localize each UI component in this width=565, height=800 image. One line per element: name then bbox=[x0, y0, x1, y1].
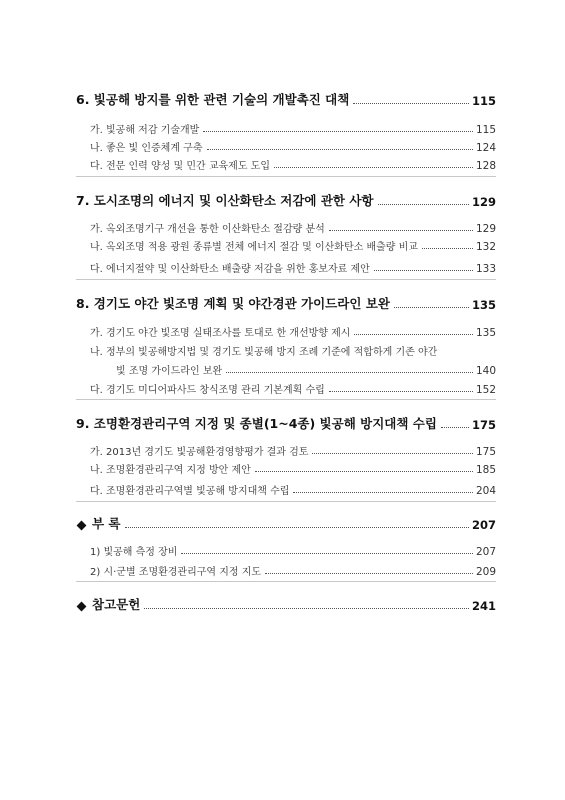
toc-section-heading bbox=[0, 193, 565, 209]
dot-leader bbox=[203, 131, 473, 132]
diamond-bullet-icon bbox=[77, 602, 87, 612]
toc-subsection-entry-label: 가. 옥외조명기구 개선을 통한 이산화탄소 절감량 분석 bbox=[90, 224, 325, 235]
toc-subsection-entry-label: 나. 좋은 빛 인증체계 구축 bbox=[90, 143, 203, 154]
toc-subsection-entry-page-number: 133 bbox=[475, 263, 496, 275]
toc-subsection-entry-label: 2) 시·군별 조명환경관리구역 지정 지도 bbox=[90, 567, 262, 578]
toc-subsection-entry bbox=[0, 138, 565, 154]
toc-subsection-entry bbox=[0, 156, 565, 172]
toc-subsection-entry-label: 가. 경기도 야간 빛조명 실태조사를 토대로 한 개선방향 제시 bbox=[90, 328, 351, 339]
toc-subsection-entry-label: 1) 빛공해 측정 장비 bbox=[90, 547, 178, 558]
toc-section-heading-page-number: 115 bbox=[471, 94, 496, 108]
toc-subsection-entry bbox=[0, 259, 565, 275]
toc-section-heading bbox=[0, 597, 565, 613]
toc-section-heading-label: 참고문헌 bbox=[92, 597, 141, 612]
toc-subsection-entry-page-number: 209 bbox=[475, 566, 496, 578]
toc-subsection-entry bbox=[0, 481, 565, 497]
toc-section-heading-page-number: 241 bbox=[471, 599, 496, 613]
toc-subsection-entry-continued-page-number: 140 bbox=[475, 365, 496, 377]
toc-section-heading bbox=[0, 416, 565, 432]
toc-subsection-entry bbox=[0, 442, 565, 458]
toc-subsection-entry-page-number: 124 bbox=[475, 142, 496, 154]
toc-section-heading-label: 7. 도시조명의 에너지 및 이산화탄소 저감에 관한 사항 bbox=[76, 193, 374, 208]
dot-leader bbox=[394, 307, 469, 308]
toc-subsection-entry-label: 가. 2013년 경기도 빛공해환경영향평가 결과 검토 bbox=[90, 447, 309, 458]
toc-subsection-entry-label: 가. 빛공해 저감 기술개발 bbox=[90, 125, 200, 136]
section-divider bbox=[76, 279, 496, 280]
toc-section-heading-page-number: 129 bbox=[471, 195, 496, 209]
dot-leader bbox=[265, 573, 473, 574]
toc-subsection-entry-page-number: 204 bbox=[475, 485, 496, 497]
dot-leader bbox=[329, 230, 473, 231]
dot-leader bbox=[255, 471, 473, 472]
toc-subsection-entry-label: 나. 정부의 빛공해방지법 및 경기도 빛공해 방지 조례 기준에 적합하게 기존 야간 bbox=[90, 347, 438, 358]
section-divider bbox=[76, 176, 496, 177]
dot-leader bbox=[441, 427, 469, 428]
toc-subsection-entry bbox=[0, 219, 565, 235]
dot-leader bbox=[378, 204, 469, 205]
dot-leader bbox=[274, 167, 473, 168]
toc-subsection-entry bbox=[0, 460, 565, 476]
toc-section-heading-label: 부 록 bbox=[92, 516, 121, 531]
toc-subsection-entry-label: 다. 조명환경관리구역별 빛공해 방지대책 수립 bbox=[90, 486, 290, 497]
toc-subsection-entry bbox=[0, 562, 565, 578]
dot-leader bbox=[293, 492, 473, 493]
dot-leader bbox=[353, 103, 469, 104]
toc-subsection-entry bbox=[0, 380, 565, 396]
toc-subsection-entry-page-number: 115 bbox=[475, 124, 496, 136]
toc-section-heading bbox=[0, 516, 565, 532]
toc-subsection-entry-continued bbox=[0, 361, 565, 377]
toc-subsection-entry-page-number: 135 bbox=[475, 327, 496, 339]
dot-leader bbox=[207, 149, 473, 150]
section-divider bbox=[76, 581, 496, 582]
dot-leader bbox=[422, 248, 473, 249]
toc-section-heading-label: 8. 경기도 야간 빛조명 계획 및 야간경관 가이드라인 보완 bbox=[76, 296, 390, 311]
dot-leader bbox=[354, 334, 473, 335]
toc-subsection-entry-label: 다. 전문 인력 양성 및 민간 교육제도 도입 bbox=[90, 161, 270, 172]
dot-leader bbox=[125, 527, 469, 528]
toc-subsection-entry-page-number: 132 bbox=[475, 241, 496, 253]
dot-leader bbox=[226, 372, 473, 373]
toc-subsection-entry-label: 다. 에너지절약 및 이산화탄소 배출량 저감을 위한 홍보자료 제안 bbox=[90, 264, 370, 275]
toc-subsection-entry-page-number: 185 bbox=[475, 464, 496, 476]
toc-subsection-entry-page-number: 175 bbox=[475, 446, 496, 458]
toc-section-heading-page-number: 135 bbox=[471, 298, 496, 312]
toc-subsection-entry-page-number: 129 bbox=[475, 223, 496, 235]
diamond-bullet-icon bbox=[77, 521, 87, 531]
toc-subsection-entry-page-number: 207 bbox=[475, 546, 496, 558]
dot-leader bbox=[181, 553, 473, 554]
toc-subsection-entry-label: 나. 옥외조명 적용 광원 종류별 전체 에너지 절감 및 이산화탄소 배출량 비교 bbox=[90, 242, 418, 253]
section-divider bbox=[76, 501, 496, 502]
toc-subsection-entry bbox=[0, 237, 565, 253]
dot-leader bbox=[144, 608, 469, 609]
toc-subsection-entry bbox=[0, 323, 565, 339]
toc-section-heading-page-number: 207 bbox=[471, 518, 496, 532]
toc-subsection-entry-continued-label: 빛 조명 가이드라인 보완 bbox=[116, 366, 223, 377]
toc-subsection-entry bbox=[0, 542, 565, 558]
toc-section-heading-page-number: 175 bbox=[471, 418, 496, 432]
toc-section-heading bbox=[0, 296, 565, 312]
toc-subsection-entry-page-number: 128 bbox=[475, 160, 496, 172]
dot-leader bbox=[329, 391, 473, 392]
toc-subsection-entry bbox=[0, 120, 565, 136]
dot-leader bbox=[312, 453, 473, 454]
toc-section-heading-label: 9. 조명환경관리구역 지정 및 종별(1~4종) 빛공해 방지대책 수립 bbox=[76, 416, 437, 431]
toc-subsection-entry bbox=[0, 342, 565, 358]
toc-section-heading-label: 6. 빛공해 방지를 위한 관련 기술의 개발촉진 대책 bbox=[76, 92, 350, 107]
toc-section-heading bbox=[0, 92, 565, 108]
toc-subsection-entry-label: 나. 조명환경관리구역 지정 방안 제안 bbox=[90, 465, 251, 476]
toc-subsection-entry-label: 다. 경기도 미디어파사드 창식조명 관리 기본계획 수립 bbox=[90, 385, 325, 396]
toc-subsection-entry-page-number: 152 bbox=[475, 384, 496, 396]
dot-leader bbox=[374, 270, 473, 271]
section-divider bbox=[76, 399, 496, 400]
